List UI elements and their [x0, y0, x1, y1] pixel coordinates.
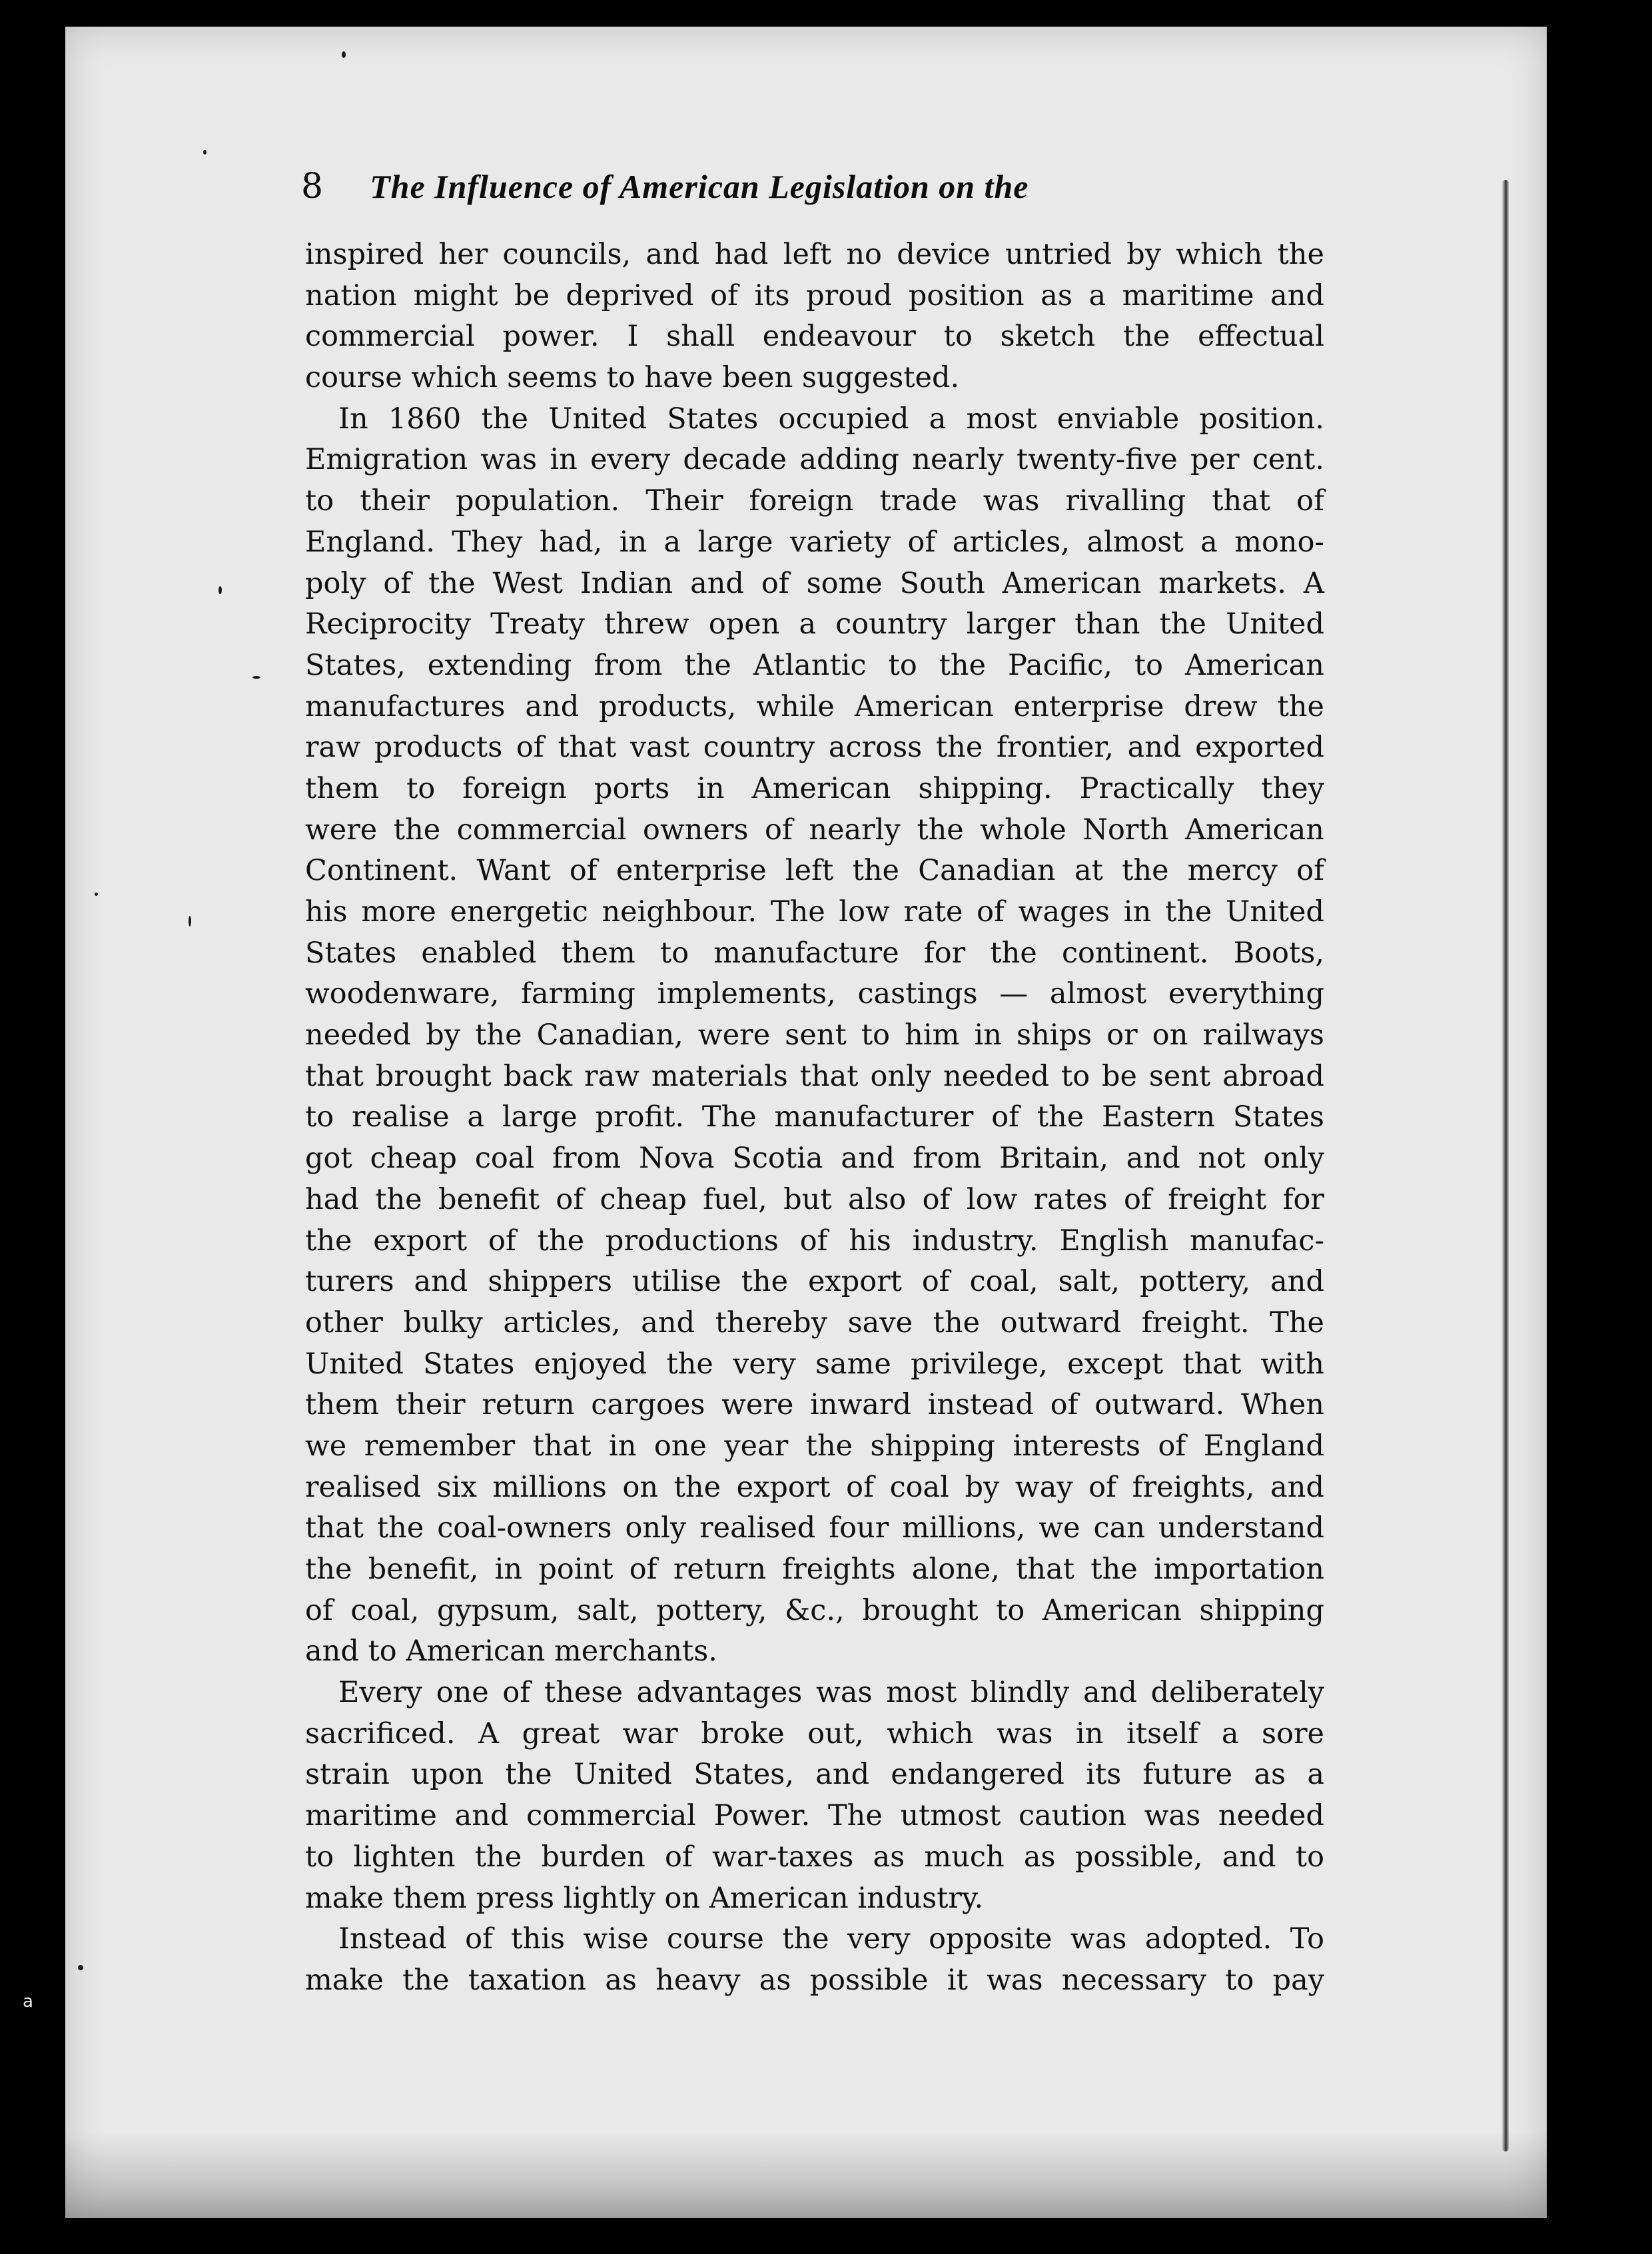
- body-text: [305, 234, 1324, 2002]
- text-line: the benefit, in point of return freights alone, that the importation: [305, 1553, 1324, 1586]
- paragraph: [305, 399, 1324, 1673]
- text-line: the export of the productions of his industry. English manufac-: [305, 1224, 1324, 1258]
- text-line: Every one of these advantages was most blindly and deliberately: [338, 1676, 1324, 1710]
- text-line: make them press lightly on American industry.: [305, 1881, 984, 1915]
- text-line: commercial power. I shall endeavour to sketch the effectual: [305, 320, 1324, 354]
- page-edge-shadow: [65, 2131, 1547, 2218]
- scan-speck: [218, 586, 222, 594]
- text-line: woodenware, farming implements, castings — almost everything: [305, 977, 1324, 1011]
- text-line: In 1860 the United States occupied a most enviable position.: [338, 402, 1324, 436]
- text-line: United States enjoyed the very same privilege, except that with: [305, 1347, 1324, 1381]
- margin-mark: a: [23, 1992, 33, 2012]
- text-line: nation might be deprived of its proud position as a maritime and: [305, 278, 1324, 312]
- text-line: Instead of this wise course the very opposite was adopted. To: [338, 1922, 1324, 1956]
- running-head: [301, 167, 1327, 213]
- scan-speck: [342, 51, 346, 58]
- text-line: England. They had, in a large variety of articles, almost a mono-: [305, 525, 1324, 559]
- text-line: Reciprocity Treaty threw open a country larger than the United: [305, 607, 1324, 641]
- text-line: to lighten the burden of war-taxes as much as possible, and to: [305, 1840, 1324, 1874]
- text-line: them their return cargoes were inward instead of outward. When: [305, 1388, 1324, 1422]
- text-line: sacrificed. A great war broke out, which was in itself a sore: [305, 1716, 1324, 1750]
- paragraph: [305, 234, 1324, 399]
- text-line: States, extending from the Atlantic to the Pacific, to American: [305, 648, 1324, 682]
- text-line: manufactures and products, while American enterprise drew the: [305, 689, 1324, 723]
- scan-speck: [95, 893, 98, 896]
- text-line: maritime and commercial Power. The utmost caution was needed: [305, 1799, 1324, 1833]
- paragraph: [305, 1919, 1324, 2001]
- text-line: course which seems to have been suggested.: [305, 361, 960, 395]
- text-line: inspired her councils, and had left no device untried by which the: [305, 238, 1324, 271]
- text-line: Emigration was in every decade adding nearly twenty-five per cent.: [305, 443, 1324, 477]
- text-line: got cheap coal from Nova Scotia and from Britain, and not only: [305, 1142, 1324, 1176]
- scan-speck: [203, 150, 206, 155]
- text-line: Continent. Want of enterprise left the Canadian at the mercy of: [305, 854, 1324, 888]
- paragraph: [305, 1673, 1324, 1919]
- text-line: needed by the Canadian, were sent to him in ships or on railways: [305, 1018, 1324, 1052]
- scan-speck: [189, 916, 191, 927]
- scan-speck: [252, 676, 260, 679]
- text-line: them to foreign ports in American shipping. Practically they: [305, 771, 1324, 805]
- text-line: were the commercial owners of nearly the whole North American: [305, 813, 1324, 847]
- text-line: poly of the West Indian and of some South American markets. A: [305, 566, 1324, 600]
- running-title: The Influence of American Legislation on the: [370, 168, 1029, 205]
- text-line: realised six millions on the export of coal by way of freights, and: [305, 1470, 1324, 1504]
- text-line: we remember that in one year the shipping interests of England: [305, 1429, 1324, 1463]
- text-line: that brought back raw materials that only needed to be sent abroad: [305, 1059, 1324, 1093]
- scan-speck: [78, 1965, 83, 1970]
- text-line: raw products of that vast country across the frontier, and exported: [305, 731, 1324, 765]
- text-line: to their population. Their foreign trade was rivalling that of: [305, 484, 1324, 518]
- page-gutter-line: [1502, 180, 1509, 2151]
- text-line: other bulky articles, and thereby save the outward freight. The: [305, 1306, 1324, 1339]
- text-line: strain upon the United States, and endangered its future as a: [305, 1758, 1324, 1792]
- page-number: 8: [301, 167, 324, 206]
- text-line: of coal, gypsum, salt, pottery, &c., brought to American shipping: [305, 1593, 1324, 1627]
- text-line: States enabled them to manufacture for the continent. Boots,: [305, 936, 1324, 970]
- text-line: his more energetic neighbour. The low rate of wages in the United: [305, 895, 1324, 929]
- text-line: turers and shippers utilise the export of coal, salt, pottery, and: [305, 1265, 1324, 1299]
- text-line: to realise a large profit. The manufacturer of the Eastern States: [305, 1100, 1324, 1134]
- text-line: make the taxation as heavy as possible it was necessary to pay: [305, 1963, 1324, 1997]
- text-line: that the coal-owners only realised four millions, we can understand: [305, 1511, 1324, 1545]
- text-line: had the benefit of cheap fuel, but also of low rates of freight for: [305, 1182, 1324, 1216]
- text-line: and to American merchants.: [305, 1635, 717, 1669]
